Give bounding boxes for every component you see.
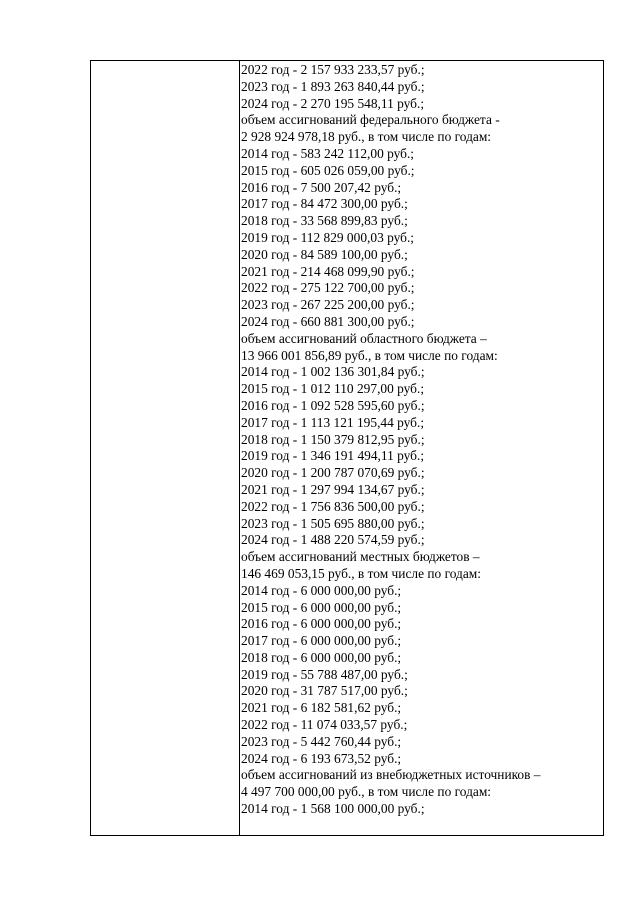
- budget-line: 2020 год - 31 787 517,00 руб.;: [241, 683, 408, 699]
- budget-line: объем ассигнований из внебюджетных источников –: [241, 767, 541, 783]
- budget-line: 13 966 001 856,89 руб., в том числе по годам:: [241, 347, 498, 363]
- budget-line: 2022 год - 275 122 700,00 руб.;: [241, 280, 415, 296]
- budget-line: 2014 год - 1 002 136 301,84 руб.;: [241, 364, 425, 380]
- budget-line: объем ассигнований местных бюджетов –: [241, 549, 480, 565]
- budget-line: 2020 год - 84 589 100,00 руб.;: [241, 246, 408, 262]
- budget-line: 2020 год - 1 200 787 070,69 руб.;: [241, 465, 425, 481]
- budget-line: 2019 год - 1 346 191 494,11 руб.;: [241, 448, 425, 464]
- budget-line: 4 497 700 000,00 руб., в том числе по годам:: [241, 784, 492, 800]
- budget-line: 146 469 053,15 руб., в том числе по годам:: [241, 565, 481, 581]
- budget-line: 2024 год - 2 270 195 548,11 руб.;: [241, 95, 425, 111]
- budget-line: 2016 год - 7 500 207,42 руб.;: [241, 179, 402, 195]
- budget-line: 2014 год - 583 242 112,00 руб.;: [241, 145, 415, 161]
- budget-line: 2015 год - 605 026 059,00 руб.;: [241, 162, 415, 178]
- budget-line: 2022 год - 2 157 933 233,57 руб.;: [241, 62, 425, 77]
- budget-line: 2017 год - 84 472 300,00 руб.;: [241, 196, 408, 212]
- budget-line: 2017 год - 6 000 000,00 руб.;: [241, 633, 402, 649]
- budget-line: объем ассигнований областного бюджета –: [241, 330, 487, 346]
- budget-line: 2014 год - 6 000 000,00 руб.;: [241, 582, 402, 598]
- budget-line: 2023 год - 5 442 760,44 руб.;: [241, 733, 402, 749]
- budget-line: 2019 год - 112 829 000,03 руб.;: [241, 229, 415, 245]
- budget-line: 2024 год - 6 193 673,52 руб.;: [241, 750, 402, 766]
- budget-line: 2021 год - 1 297 994 134,67 руб.;: [241, 481, 425, 497]
- budget-line: 2024 год - 1 488 220 574,59 руб.;: [241, 532, 425, 548]
- budget-line: 2018 год - 33 568 899,83 руб.;: [241, 213, 408, 229]
- budget-line: 2 928 924 978,18 руб., в том числе по годам:: [241, 129, 492, 145]
- budget-line: 2018 год - 1 150 379 812,95 руб.;: [241, 431, 425, 447]
- budget-line: 2016 год - 6 000 000,00 руб.;: [241, 616, 402, 632]
- budget-line: 2023 год - 1 505 695 880,00 руб.;: [241, 515, 425, 531]
- table-frame: [90, 60, 604, 836]
- budget-line: 2021 год - 6 182 581,62 руб.;: [241, 700, 402, 716]
- budget-line: 2018 год - 6 000 000,00 руб.;: [241, 649, 402, 665]
- budget-line: 2015 год - 1 012 110 297,00 руб.;: [241, 381, 425, 397]
- budget-line: 2023 год - 1 893 263 840,44 руб.;: [241, 78, 425, 94]
- budget-line: 2021 год - 214 468 099,90 руб.;: [241, 263, 415, 279]
- budget-line: 2014 год - 1 568 100 000,00 руб.;: [241, 801, 425, 817]
- budget-line: 2022 год - 11 074 033,57 руб.;: [241, 717, 408, 733]
- budget-line: 2023 год - 267 225 200,00 руб.;: [241, 297, 415, 313]
- budget-line: объем ассигнований федерального бюджета -: [241, 112, 500, 128]
- column-divider: [239, 61, 240, 835]
- budget-line: 2019 год - 55 788 487,00 руб.;: [241, 666, 408, 682]
- budget-line: 2024 год - 660 881 300,00 руб.;: [241, 313, 415, 329]
- budget-line: 2015 год - 6 000 000,00 руб.;: [241, 599, 402, 615]
- budget-line: 2022 год - 1 756 836 500,00 руб.;: [241, 498, 425, 514]
- budget-line: 2017 год - 1 113 121 195,44 руб.;: [241, 414, 425, 430]
- budget-line: 2016 год - 1 092 528 595,60 руб.;: [241, 397, 425, 413]
- budget-cell: [241, 62, 601, 818]
